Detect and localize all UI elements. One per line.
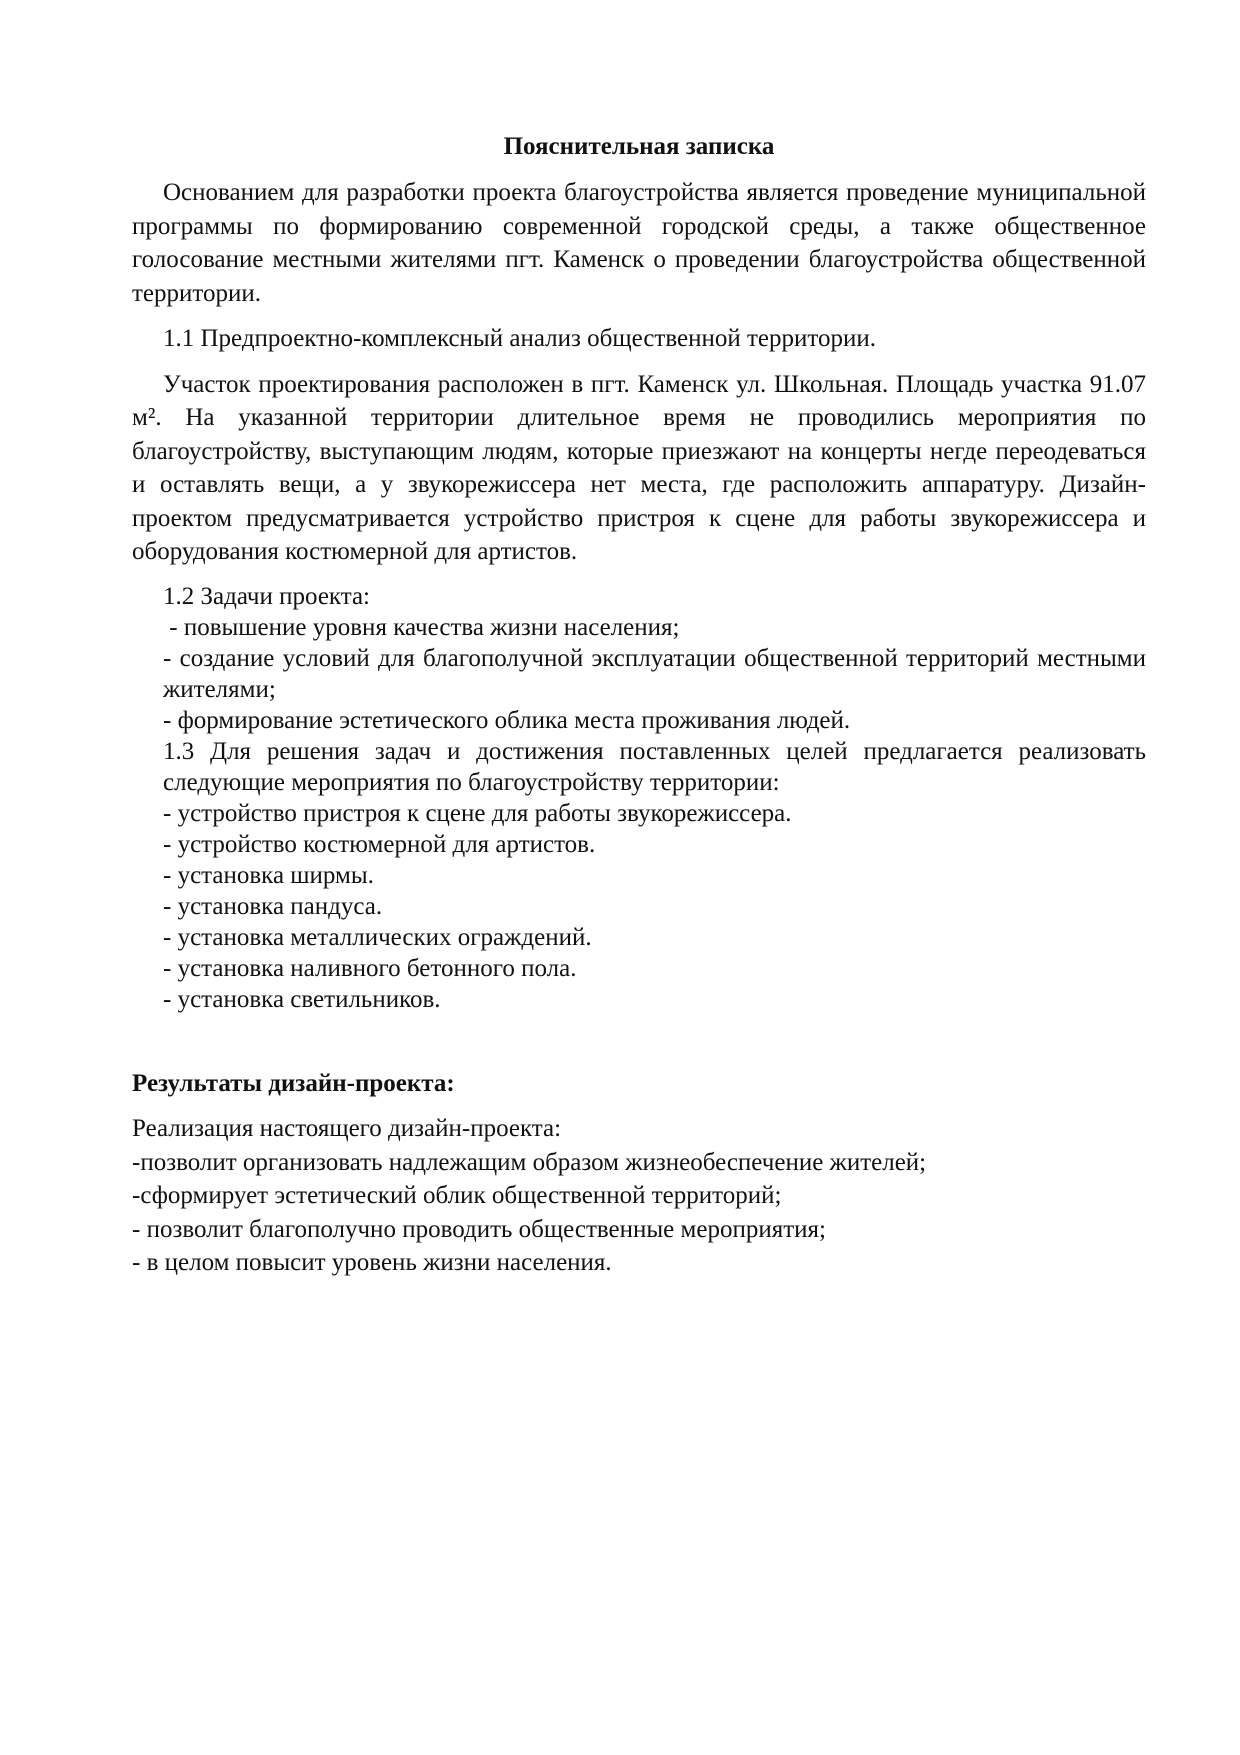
spacer <box>132 1015 1146 1067</box>
spacer <box>132 1100 1146 1112</box>
section-1-2-heading: 1.2 Задачи проекта: <box>163 582 371 610</box>
results-section <box>132 1112 1146 1280</box>
list-item: -сформирует эстетический облик общественной территорий; <box>132 1182 782 1209</box>
spacer <box>132 356 1146 368</box>
spacer <box>132 569 1146 581</box>
list-item: - позволит благополучно проводить общественные мероприятия; <box>132 1215 826 1243</box>
list-item: - установка металлических ограждений. <box>163 923 592 951</box>
list-item: - формирование эстетического облика места проживания людей. <box>163 706 851 734</box>
spacer <box>132 310 1146 322</box>
section-1-1-heading: 1.1 Предпроектно-комплексный анализ общественной территории. <box>163 325 876 352</box>
list-item: - устройство костюмерной для артистов. <box>163 830 596 858</box>
list-item: - устройство пристроя к сцене для работы звукорежиссера. <box>163 799 792 827</box>
list-item: -позволит организовать надлежащим образом жизнеобеспечение жителей; <box>132 1148 927 1176</box>
list-item: - установка светильников. <box>163 985 441 1013</box>
site-description-paragraph: Участок проектирования расположен в пгт. Каменск ул. Школьная. Площадь участка 91.07 м². На указанной территории длительное время не проводились мероприятия по благоустройству, выступающим людям, которые приезжают на концерты негде переодеваться и оставлять вещи, а у звукорежиссера нет места, где расположить аппаратуру. Дизайн-проектом предусматривается устройство пристроя к сцене для работы звукорежиссера и оборудования костюмерной для артистов. <box>132 370 1146 565</box>
section-1-2 <box>132 581 1146 736</box>
document-title: Пояснительная записка <box>503 133 775 160</box>
list-item: - установка наливного бетонного пола. <box>163 954 577 982</box>
section-1-3 <box>132 736 1146 1015</box>
document-body <box>132 130 1146 1280</box>
results-intro: Реализация настоящего дизайн-проекта: <box>132 1115 562 1142</box>
list-item: - установка пандуса. <box>163 892 383 920</box>
intro-paragraph: Основанием для разработки проекта благоустройства является проведение муниципальной программы по формированию современной городской среды, а также общественное голосование местными жителями пгт. Каменск о проведении благоустройства общественной территории. <box>132 179 1146 307</box>
list-item: - создание условий для благополучной эксплуатации общественной территорий местными жителями; <box>163 644 1146 703</box>
results-heading: Результаты дизайн-проекта: <box>132 1069 455 1097</box>
list-item: - в целом повысит уровень жизни населения. <box>132 1249 612 1276</box>
list-item: - установка ширмы. <box>163 861 374 889</box>
section-1-3-heading: 1.3 Для решения задач и достижения поставленных целей предлагается реализовать следующие мероприятия по благоустройству территории: <box>163 737 1146 796</box>
list-item: - повышение уровня качества жизни населения; <box>163 613 680 641</box>
